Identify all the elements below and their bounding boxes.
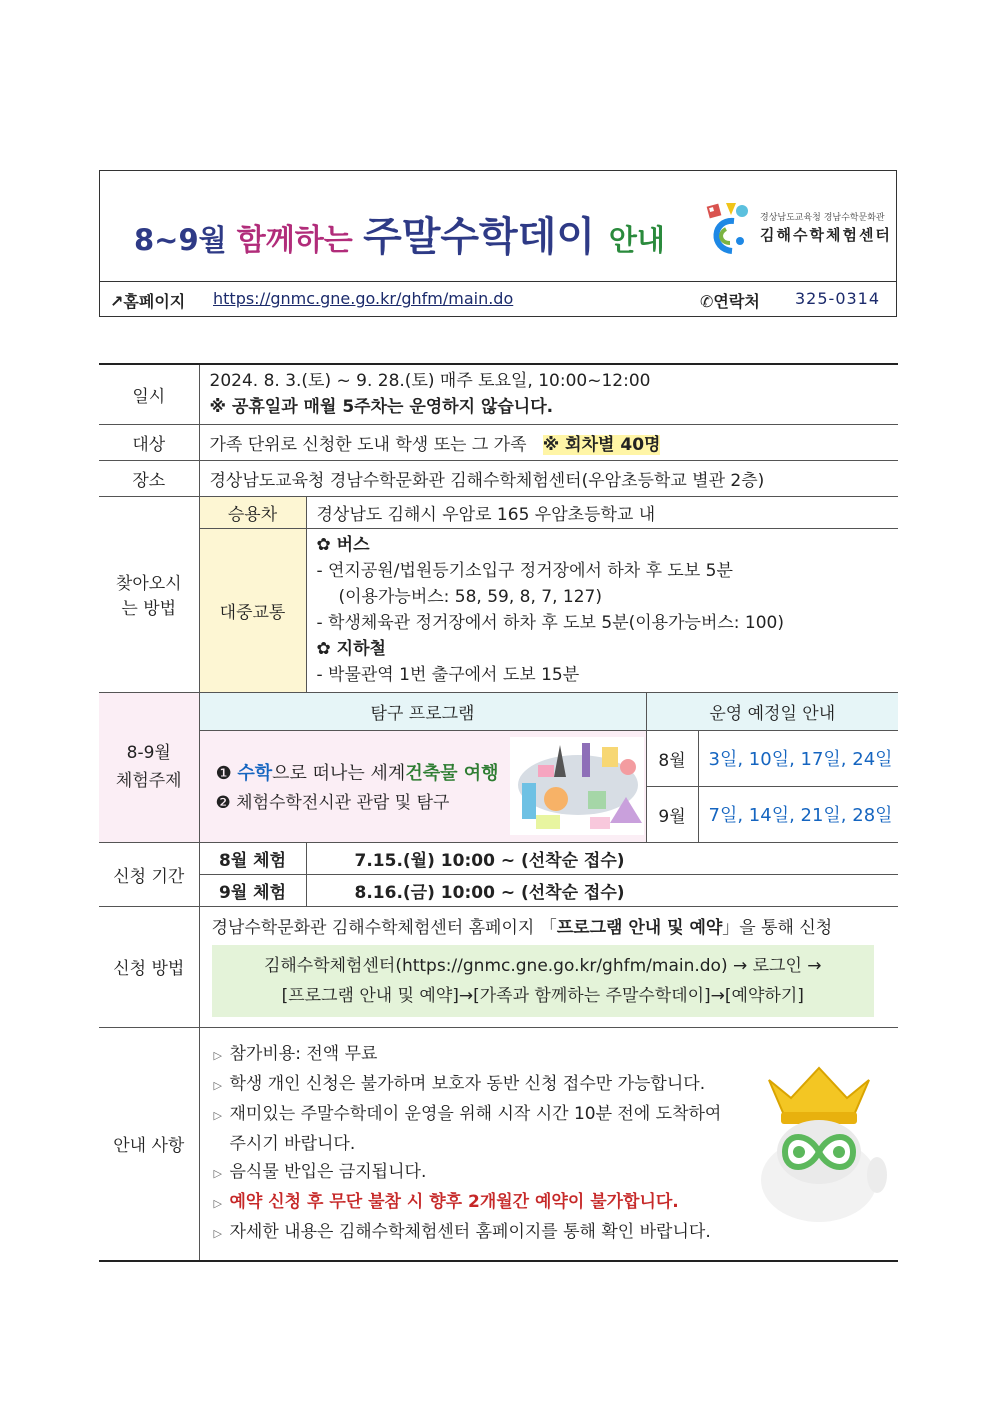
title-banner [100,171,896,282]
mascot-icon [749,1060,889,1225]
program-item-1-mid: 으로 떠나는 세계 [272,762,406,784]
label-car: 승용차 [199,496,306,528]
contact-label: ✆연락처 [700,292,760,311]
row-place [99,460,898,496]
row-datetime [99,364,898,424]
program-header: 탐구 프로그램 [199,692,646,730]
note-item: ▷ 자세한 내용은 김해수학체험센터 홈페이지를 통해 확인 바랍니다. [214,1218,899,1248]
aug-days: 3일, 10일, 17일, 24일 [698,730,898,786]
homepage-label: ↗홈페이지 [110,292,186,311]
label-directions [99,496,199,692]
program-item-1-arch: 건축물 여행 [405,762,499,784]
contact-phone: 325-0314 [795,289,881,308]
program-item-1-num: ❶ [215,762,238,784]
note-item-continued: 주시기 바랍니다. [229,1133,356,1154]
center-logo [704,199,892,257]
label-directions-line1: 찾아오시 [115,574,182,594]
row-theme-header [99,692,898,730]
car-address: 경상남도 김해시 우암로 165 우암초등학교 내 [306,496,898,528]
aug-month: 8월 [646,730,698,786]
row-directions-public [99,528,898,692]
sep-apply-date: 8.16.(금) 10:00 ~ (선착순 접수) [306,874,898,906]
bus-route-2: - 학생체육관 정거장에서 하차 후 도보 5분(이용가능버스: 100) [316,613,785,633]
logo-center-name: 김해수학체험센터 [760,226,892,244]
title-together: 함께하는 [236,223,364,258]
world-architecture-illustration-icon [510,737,644,835]
label-apply-method: 신청 방법 [99,906,199,1027]
label-datetime: 일시 [99,364,199,424]
apply-method-text-a: 경남수학문화관 김해수학체험센터 홈페이지 「 [211,917,557,938]
row-directions-car [99,496,898,528]
bus-route-1-buses: (이용가능버스: 58, 59, 8, 7, 127) [338,587,603,607]
note-item: ▷ 참가비용: 전액 무료 [214,1040,899,1070]
place-text: 경상남도교육청 경남수학문화관 김해수학체험센터(우암초등학교 별관 2층) [199,460,898,496]
aug-apply-date: 7.15.(월) 10:00 ~ (선착순 접수) [306,842,898,874]
bullet-triangle-icon: ▷ [213,1196,222,1210]
label-public: 대중교통 [199,528,306,692]
logo-mark-icon [704,199,754,257]
title-guide: 안내 [608,223,665,257]
row-apply-sep [99,874,898,906]
row-apply-aug [99,842,898,874]
target-capacity: ※ 회차별 40명 [542,434,661,455]
label-apply-period: 신청 기간 [99,842,199,906]
row-theme-aug [99,730,898,786]
sep-days: 7일, 14일, 21일, 28일 [698,786,898,842]
apply-path-box [212,945,875,1017]
apply-method-text [200,907,899,941]
note-item: ▷ 재미있는 주말수학데이 운영을 위해 시작 시간 10분 전에 도착하여 [214,1100,899,1130]
program-item-2: ❷ 체험수학전시관 관람 및 탐구 [215,792,450,813]
bullet-triangle-icon: ▷ [213,1226,222,1240]
bullet-triangle-icon: ▷ [213,1048,222,1062]
label-theme-line2: 체험주제 [115,771,182,791]
header-box [99,170,897,317]
header-links [100,281,896,316]
label-directions-line2: 는 방법 [121,599,177,619]
label-theme-line1: 8-9월 [126,743,171,763]
bullet-triangle-icon: ▷ [213,1078,222,1092]
sep-month: 9월 [646,786,698,842]
program-item-1 [216,759,499,789]
datetime-note: ※ 공휴일과 매월 5주차는 운영하지 않습니다. [209,397,554,418]
label-theme [99,692,199,842]
label-target: 대상 [99,424,199,460]
label-notes: 안내 사항 [99,1027,199,1261]
sep-apply-label: 9월 체험 [199,874,306,906]
label-place: 장소 [99,460,199,496]
subway-route: - 박물관역 1번 출구에서 도보 15분 [316,665,580,685]
row-target [99,424,898,460]
program-cell [199,730,646,842]
subway-title: ✿ 지하철 [316,639,386,659]
homepage-link[interactable]: https://gnmc.gne.go.kr/ghfm/main.do [213,289,514,308]
apply-method-text-c: 」을 통해 신청 [722,917,833,938]
bullet-triangle-icon: ▷ [213,1166,222,1180]
page-title [134,205,665,262]
schedule-header: 운영 예정일 안내 [646,692,898,730]
note-item: ▷ 음식물 반입은 금지됩니다. [214,1158,899,1188]
title-main: 주말수학데이 [363,214,609,260]
bus-route-1: - 연지공원/법원등기소입구 정거장에서 하차 후 도보 5분 [316,561,733,581]
logo-org-name: 경상남도교육청 경남수학문화관 [760,213,885,223]
bus-title: ✿ 버스 [316,535,370,555]
datetime-range: 2024. 8. 3.(토) ~ 9. 28.(토) 매주 토요일, 10:00~12:00 [209,371,651,392]
row-apply-method [99,906,898,1027]
apply-method-menu: 프로그램 안내 및 예약 [556,917,723,938]
apply-path-line2: [프로그램 안내 및 예약]→[가족과 함께하는 주말수학데이]→[예약하기] [281,985,804,1006]
note-item: ▷ 학생 개인 신청은 불가하며 보호자 동반 신청 접수만 가능합니다. [214,1070,899,1100]
target-text: 가족 단위로 신청한 도내 학생 또는 그 가족 [209,434,527,455]
aug-apply-label: 8월 체험 [199,842,306,874]
program-item-1-math: 수학 [237,762,273,784]
note-item-warning: ▷ 예약 신청 후 무단 불참 시 향후 2개월간 예약이 불가합니다. [214,1188,899,1218]
apply-path-line1: 김해수학체험센터(https://gnmc.gne.go.kr/ghfm/main.do) → 로그인 → [263,955,822,976]
bullet-triangle-icon: ▷ [213,1108,222,1122]
title-period: 8~9월 [134,223,237,257]
